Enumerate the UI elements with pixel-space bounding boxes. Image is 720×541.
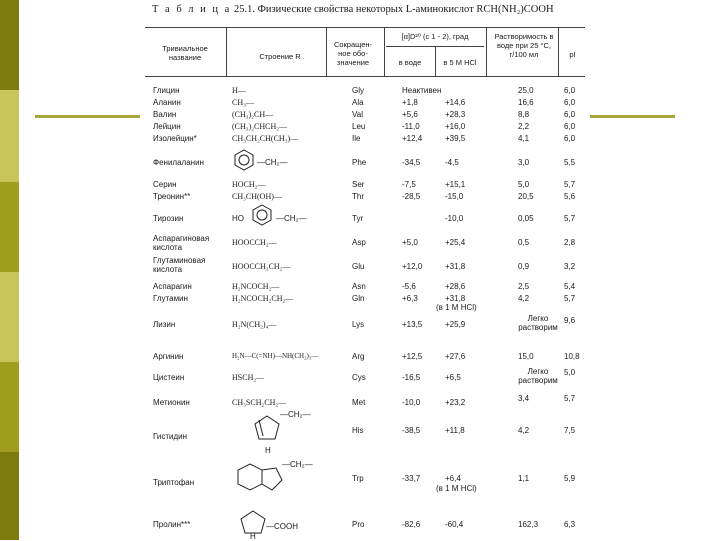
table-row-name: Пролин*** [153,520,191,529]
table-row-rot-water: -11,0 [402,122,420,131]
col-header-structure: Строение R [259,52,301,61]
table-row-rot-water: Неактивен [402,86,442,95]
table-row-solubility: 2,2 [518,122,530,131]
table-row-solubility: 2,5 [518,282,530,291]
his-side-chain: —CH₂— [280,410,311,419]
table-row-rot-hcl: +25,9 [445,320,466,329]
table-row-rot-water: -28,5 [402,192,421,201]
table-row-solubility: 16,6 [518,98,534,107]
table-row-name: Глутамин [153,294,188,303]
table-row-name: Аспарагиновая кислота [153,234,210,252]
table-row-pi: 2,8 [564,238,576,247]
table-row-rot-hcl: -10,0 [445,214,464,223]
table-row-pi: 5,6 [564,192,576,201]
table-row-rot-water: -7,5 [402,180,416,189]
table-row-rot-hcl: +11,8 [445,426,465,435]
table-row-rot-water: +13,5 [402,320,423,329]
table-row-rot-hcl: -4,5 [445,158,459,167]
table-row-name: Лизин [153,320,176,329]
his-nh: H [265,446,271,455]
table-row-abbr: Arg [352,352,365,361]
pro-side-chain: —COOH [266,522,298,531]
table-row-abbr: Pro [352,520,365,529]
table-row-abbr: Ile [352,134,361,143]
table-row-rot-water: -38,5 [402,426,421,435]
table-row-rot-hcl: +27,6 [445,352,466,361]
slide-rule-left [35,115,140,118]
table-row-rot-hcl: +31,8 [445,294,466,303]
table-row-name: Серин [153,180,177,189]
col-header-abbr: Сокращен-ное обо-значение [333,40,373,67]
table-row-formula: HOOCCH₂CH₂— [232,262,291,271]
table-row-abbr: Met [352,398,366,407]
table-row-abbr: Trp [352,474,364,483]
table-row-name: Тирозин [153,214,184,223]
table-row-name: Глицин [153,86,180,95]
col-header-pi: pI [569,50,576,59]
benzene-ring-icon [232,148,256,172]
scanned-table-page [140,0,590,540]
trp-side-chain: —CH₂— [282,460,313,469]
table-row-abbr: Ala [352,98,364,107]
hcl-note: (в 1 М HCl) [436,303,477,312]
table-row-abbr: His [352,426,364,435]
pro-nh: H [250,532,256,541]
table-row-abbr: Phe [352,158,367,167]
table-row-formula: H₂NCOCH₂CH₂— [232,294,294,303]
table-row-formula: CH₃— [232,98,254,107]
header-divider-5 [486,28,487,76]
table-row-rot-water: -5,6 [402,282,416,291]
table-row-name: Валин [153,110,177,119]
table-row-rot-water: -34,5 [402,158,421,167]
table-row-pi: 6,0 [564,86,576,95]
phenol-ring-icon [250,203,274,227]
table-row-rot-hcl: +16,0 [445,122,466,131]
table-row-solubility: Легко растворим [518,314,558,332]
table-row-formula: HOCH₂— [232,180,266,189]
table-row-solubility: 20,5 [518,192,534,201]
table-row-rot-hcl: +39,5 [445,134,466,143]
table-row-pi: 6,0 [564,110,576,119]
table-row-rot-hcl: -60,4 [445,520,464,529]
phe-side-chain: —CH₂— [257,158,288,167]
table-row-rot-hcl: +25,4 [445,238,466,247]
table-row-pi: 5,7 [564,394,576,403]
table-row-pi: 9,6 [564,316,576,325]
table-row-name: Изолейцин* [153,134,197,143]
table-row-pi: 6,0 [564,98,576,107]
header-divider-2 [326,28,327,76]
table-row-name: Фенилаланин [153,158,204,167]
table-row-solubility: 3,4 [518,394,530,403]
table-row-formula: H— [232,86,246,95]
header-divider-3 [384,28,385,76]
table-row-solubility: 4,2 [518,426,530,435]
header-divider-1 [226,28,227,76]
table-row-abbr: Glu [352,262,365,271]
header-top-rule [145,27,585,28]
table-row-name: Аргинин [153,352,184,361]
table-row-rot-water: +1,8 [402,98,418,107]
table-row-rot-water: +5,0 [402,238,418,247]
table-row-pi: 5,4 [564,282,576,291]
table-row-abbr: Lys [352,320,365,329]
table-row-abbr: Cys [352,373,366,382]
table-row-rot-water: +12,4 [402,134,423,143]
table-row-pi: 6,0 [564,122,576,131]
table-row-rot-hcl: +28,3 [445,110,466,119]
table-row-formula: CH₃SCH₂CH₂— [232,398,287,407]
table-row-rot-water: -16,5 [402,373,421,382]
table-row-abbr: Ser [352,180,365,189]
table-row-rot-water: -10,0 [402,398,421,407]
table-row-rot-hcl: +6,5 [445,373,461,382]
table-row-formula: H₂N—C(=NH)—NH(CH₂)₃— [232,352,319,360]
header-bottom-rule [145,76,585,77]
table-row-pi: 7,5 [564,426,576,435]
table-row-solubility: 1,1 [518,474,530,483]
table-row-rot-water: +12,0 [402,262,423,271]
table-row-formula: CH₃CH(OH)— [232,192,282,201]
table-row-solubility: 5,0 [518,180,530,189]
table-row-rot-hcl: +15,1 [445,180,466,189]
table-row-formula: (CH₃)₂CHCH₂— [232,122,288,131]
tyr-ho: HO [232,214,244,223]
hcl-note: (в 1 М HCl) [436,484,477,493]
table-row-pi: 10,8 [564,352,580,361]
table-row-solubility: Легко растворим [518,367,558,385]
table-row-abbr: Val [352,110,363,119]
table-row-name: Гистидин [153,432,188,441]
table-row-solubility: 0,9 [518,262,530,271]
table-row-solubility: 3,0 [518,158,530,167]
header-divider-6 [558,28,559,76]
table-row-solubility: 0,5 [518,238,530,247]
table-row-rot-water: +5,6 [402,110,418,119]
table-row-rot-hcl: +28,6 [445,282,466,291]
table-row-pi: 5,5 [564,158,576,167]
table-row-solubility: 0,05 [518,214,534,223]
col-header-in-hcl: в 5 М HCl [443,58,477,67]
table-row-pi: 6,3 [564,520,576,529]
table-row-abbr: Tyr [352,214,364,223]
table-row-rot-hcl: +31,8 [445,262,466,271]
table-row-solubility: 4,2 [518,294,530,303]
col-header-in-water: в воде [398,58,422,67]
table-row-pi: 5,7 [564,180,576,189]
table-row-formula: H₂NCOCH₂— [232,282,280,291]
table-row-formula: HOOCCH₂— [232,238,277,247]
table-row-abbr: Asn [352,282,366,291]
table-row-abbr: Thr [352,192,364,201]
left-accent-blocks [0,0,19,540]
imidazole-ring-icon [250,412,284,446]
col-header-trivial: Тривиальное название [162,44,208,62]
col-header-rotation: [α]D²⁰ (с 1 - 2), град [401,32,469,41]
table-row-formula: H₂N(CH₂)₄— [232,320,277,329]
table-row-rot-hcl: +14,6 [445,98,466,107]
table-row-rot-water: +12,5 [402,352,423,361]
table-row-solubility: 162,3 [518,520,539,529]
header-divider-4 [435,47,436,76]
table-row-formula: HSCH₂— [232,373,265,382]
table-row-name: Глутаминовая кислота [153,256,206,274]
tyr-side-chain: —CH₂— [276,214,307,223]
table-row-abbr: Gln [352,294,365,303]
table-row-name: Аланин [153,98,181,107]
table-row-pi: 3,2 [564,262,576,271]
table-row-pi: 5,7 [564,214,576,223]
slide-rule-right [590,115,675,118]
table-row-rot-hcl: -15,0 [445,192,464,201]
table-row-name: Триптофан [153,478,195,487]
table-row-rot-hcl: +23,2 [445,398,466,407]
table-row-formula: (CH₃)₂CH— [232,110,274,119]
table-row-rot-hcl: +6,4 [445,474,461,483]
table-row-solubility: 25,0 [518,86,534,95]
table-caption: Т а б л и ц а 25.1. Физические свойства некоторых L-аминокислот RCH(NH₂)COOH [152,4,554,15]
table-row-name: Аспарагин [153,282,192,291]
table-row-solubility: 15,0 [518,352,534,361]
table-row-abbr: Leu [352,122,366,131]
table-row-pi: 6,0 [564,134,576,143]
table-row-pi: 5,0 [564,368,576,377]
table-row-pi: 5,7 [564,294,576,303]
table-row-name: Цистеин [153,373,185,382]
table-row-rot-water: -33,7 [402,474,421,483]
table-row-pi: 5,9 [564,474,576,483]
table-row-abbr: Asp [352,238,366,247]
table-row-rot-water: +6,3 [402,294,418,303]
table-row-formula: CH₃CH₂CH(CH₃)— [232,134,299,143]
table-row-solubility: 4,1 [518,134,530,143]
col-header-solubility: Растворимость в воде при 25 °С, г/100 мл [494,32,554,59]
table-row-abbr: Gly [352,86,364,95]
table-row-name: Треонин** [153,192,191,201]
table-row-name: Лейцин [153,122,181,131]
table-row-solubility: 8,8 [518,110,530,119]
table-row-name: Метионин [153,398,190,407]
table-row-rot-water: -82,6 [402,520,421,529]
